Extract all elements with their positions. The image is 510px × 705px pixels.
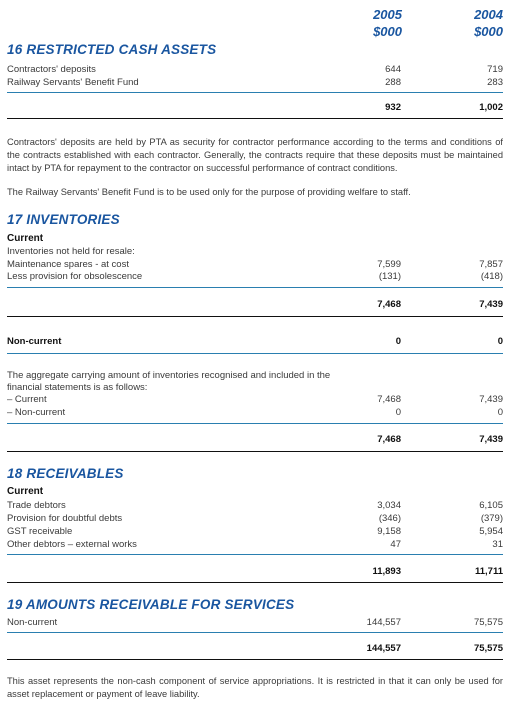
paragraph: Contractors' deposits are held by PTA as security for contractor performance according to the terms and conditions of the contracts established with each contractor. Generally, the contracts require that these deposits must be maintained intact by PTA for repayment to the contractor on successful performance of contract conditions. — [7, 137, 503, 173]
row-label: Inventories not held for resale: — [7, 246, 135, 257]
total-2005: 144,557 — [366, 643, 401, 654]
row-label: financial statements is as follows: — [7, 382, 148, 393]
section-16-title: 16 RESTRICTED CASH ASSETS — [7, 42, 217, 57]
row-label: Trade debtors — [7, 500, 66, 511]
row-label: Railway Servants' Benefit Fund — [7, 77, 139, 88]
total-2005: 7,468 — [377, 434, 401, 445]
divider — [7, 632, 503, 633]
paragraph: This asset represents the non-cash component of service appropriations. It is restricted in that it can only be used for asset replacement or payment of leave liability. — [7, 676, 503, 699]
table-row — [7, 525, 503, 538]
total-row — [7, 433, 503, 446]
total-2004: 7,439 — [479, 434, 503, 445]
unit-2004-header: $000 — [474, 24, 503, 39]
row-label: Non-current — [7, 336, 62, 347]
row-value-2005: 7,599 — [377, 259, 401, 270]
section-17-title: 17 INVENTORIES — [7, 212, 120, 227]
row-label: GST receivable — [7, 526, 73, 537]
noncurrent-row — [7, 335, 503, 348]
table-row — [7, 616, 503, 629]
total-2004: 11,711 — [474, 566, 503, 577]
row-label: Contractors' deposits — [7, 64, 96, 75]
row-label: – Non-current — [7, 407, 66, 418]
total-row — [7, 565, 503, 578]
divider — [7, 316, 503, 317]
row-value-2005: 3,034 — [377, 500, 401, 511]
table-row — [7, 538, 503, 551]
year-2004-header: 2004 — [474, 7, 503, 22]
note-text — [7, 245, 503, 258]
total-row — [7, 642, 503, 655]
row-value-2004: 31 — [492, 539, 503, 550]
row-value-2005: (346) — [378, 513, 401, 524]
row-label: – Current — [7, 394, 47, 405]
paragraph: The Railway Servants' Benefit Fund is to be used only for the purpose of providing welfare to staff. — [7, 187, 411, 197]
total-row — [7, 298, 503, 311]
divider — [7, 423, 503, 424]
row-value-2004: (379) — [480, 513, 503, 524]
section-19-title: 19 AMOUNTS RECEIVABLE FOR SERVICES — [7, 597, 295, 612]
row-value-2005: 0 — [395, 407, 401, 418]
divider — [7, 287, 503, 288]
unit-2005-header: $000 — [373, 24, 402, 39]
divider — [7, 582, 503, 583]
divider — [7, 554, 503, 555]
divider — [7, 353, 503, 354]
divider — [7, 659, 503, 660]
row-value-2004: (418) — [480, 271, 503, 282]
table-row — [7, 76, 503, 89]
row-value-2004: 7,439 — [479, 394, 503, 405]
row-value-2005: 9,158 — [377, 526, 401, 537]
subheading-current: Current — [7, 486, 44, 497]
row-value-2004: 0 — [497, 407, 503, 418]
row-value-2005: (131) — [378, 271, 401, 282]
total-2004: 75,575 — [473, 643, 503, 654]
table-row — [7, 270, 503, 283]
row-value-2004: 719 — [487, 64, 503, 75]
row-value-2005: 0 — [395, 336, 401, 347]
row-value-2005: 47 — [390, 539, 401, 550]
row-value-2005: 644 — [385, 64, 401, 75]
row-label: Non-current — [7, 617, 58, 628]
table-row — [7, 393, 503, 406]
table-row — [7, 499, 503, 512]
divider — [7, 118, 503, 119]
row-value-2004: 75,575 — [473, 617, 503, 628]
year-2005-header: 2005 — [373, 7, 402, 22]
total-2005: 7,468 — [377, 299, 401, 310]
divider — [7, 451, 503, 452]
total-2004: 1,002 — [479, 102, 503, 113]
row-label: The aggregate carrying amount of inventories recognised and included in the — [7, 370, 331, 381]
row-label: Provision for doubtful debts — [7, 513, 123, 524]
row-label: Less provision for obsolescence — [7, 271, 143, 282]
row-value-2004: 283 — [487, 77, 503, 88]
row-label: Maintenance spares - at cost — [7, 259, 129, 270]
row-label: Other debtors – external works — [7, 539, 137, 550]
row-value-2004: 5,954 — [479, 526, 503, 537]
row-value-2005: 288 — [385, 77, 401, 88]
row-value-2005: 7,468 — [377, 394, 401, 405]
total-2005: 11,893 — [372, 566, 401, 577]
divider — [7, 92, 503, 93]
row-value-2004: 7,857 — [479, 259, 503, 270]
section-18-title: 18 RECEIVABLES — [7, 466, 124, 481]
total-2005: 932 — [385, 102, 401, 113]
total-row — [7, 101, 503, 114]
row-value-2005: 144,557 — [366, 617, 401, 628]
row-value-2004: 6,105 — [479, 500, 503, 511]
table-row — [7, 512, 503, 525]
total-2004: 7,439 — [479, 299, 503, 310]
subheading-current: Current — [7, 233, 44, 244]
table-row — [7, 63, 503, 76]
table-row — [7, 406, 503, 419]
row-value-2004: 0 — [497, 336, 503, 347]
